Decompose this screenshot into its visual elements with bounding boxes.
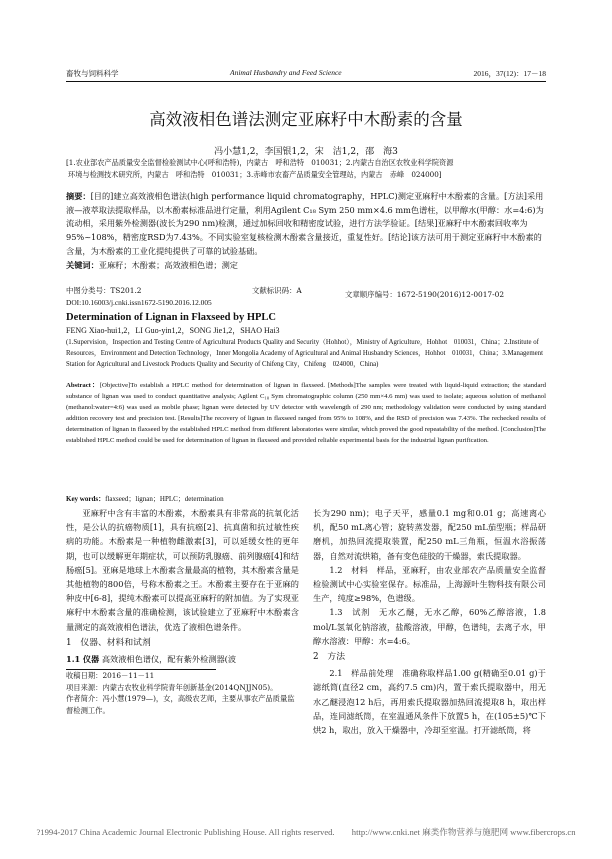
english-authors: FENG Xiao-hui1,2，LI Guo-yin1,2，SONG Jie1,2，SHAO Hai3 (66, 326, 280, 335)
abstract-cn (66, 190, 546, 272)
page-title: 高效液相色谱法测定亚麻籽中木酚素的含量 (149, 110, 463, 129)
english-abstract-label: Abstract： (66, 382, 100, 389)
subsection-1-1 (66, 652, 299, 666)
keywords-cn-label: 关键词： (66, 259, 99, 270)
instrument-paragraph: 长为290 nm)；电子天平，感量0.1 mg和0.01 g；高速离心机，配50 mL离心管；旋转蒸发器，配250 mL茄型瓶；样品研磨机，加热回流提取装置，配250 mL三角瓶，恒温水浴振荡器，自然对流烘箱，备有变色硅胶的干燥器，索氏提取器。 (313, 508, 546, 561)
materials-paragraph: 1.2 材料 样品，亚麻籽，由农业部农产品质量安全监督检验测试中心实验室保存。标准品，上海源叶生物科技有限公司生产，纯度≥98%，色谱级。 (313, 564, 546, 604)
english-keywords-label: Key words： (66, 495, 106, 503)
affiliation-line: [1.农业部农产品质量安全监督检验测试中心(呼和浩特)，内蒙古 呼和浩特 010031；2.内蒙古自治区农牧业科学院资源 (66, 158, 454, 167)
english-keywords-text: flaxseed；lignan；HPLC；determination (105, 495, 224, 503)
footnote-funding: 项目来源：内蒙古农牧业科学院青年创新基金(2014QNJJN05)。 (66, 682, 278, 692)
reagents-paragraph: 1.3 试剂 无水乙醚，无水乙醇，60%乙醇溶液，1.8 mol/L氢氧化钠溶液，盐酸溶液，甲醇，色谱纯，去离子水，甲醇水溶液：甲醇：水=4:6。 (313, 607, 546, 646)
abstract-cn-label: 摘要： (66, 191, 91, 201)
doi: DOI:10.16003/j.cnki.issn1672-5190.2016.12.005 (66, 298, 212, 307)
header-rule (66, 81, 546, 82)
english-abstract-text: [Objective]To establish a HPLC method for determination of lignan in flaxseed. [Methods]The samples were treated with liquid-liquid extraction; the standard substance of lignan was used to conduct quantitative analysis; Agilent C₁₈ Sym chromatographic column (250 mm×4.6 mm) was used to isolate; aqueous solution of methanol (methanol:water=4:6) was used as mobile phase; lignan were detected by UV detector with wavelength of 290 nm; methodology validation were conducted by using standard addition recovery test and precision test. [Results]The recovery of lignan in flaxseed ranged from 95% to 108%, and the RSD of precision was 7.43%. The rechecked results of determination of lignan in flaxseed by the established HPLC method from different laboratories were similar, which proved the good repeatability of the method. [Conclusion]The established HPLC method could be used for determination of lignan in flaxseed and provided reliable experimental basis for the industrial lignan purification. (66, 382, 547, 444)
affiliations (66, 157, 546, 181)
keywords-cn-text: 亚麻籽；木酚素；高效液相色谱；测定 (98, 259, 238, 270)
section-heading-1: 1 仪器、材料和试剂 (66, 637, 151, 648)
footnote-received: 收稿日期：2016－11－11 (66, 671, 155, 681)
subsection-text: 高效液相色谱仪，配有紫外检测器(波 (101, 654, 237, 665)
intro-paragraph: 亚麻籽中含有丰富的木酚素，木酚素具有非常高的抗氧化活性，是公认的抗癌物质[1]，具有抗癌[2]、抗真菌和抗过敏性疾病的功能。木酚素是一种植物雌激素[3]，可以延缓女性的更年期，也可以缓解更年期症状，可以预防乳腺癌、前列腺癌[4]和结肠癌[5]。亚麻是地球上木酚素含量最高的植物，其木酚素含量是其他植物的800倍，号称木酚素之王。木酚素主要存在于亚麻的种皮中[6-8]，提纯木酚素可以提高亚麻籽的附加值。为了实现亚麻籽中木酚素含量的准确检测，该试验建立了亚麻籽中木酚素含量测定的高效液相色谱法，优选了液相色谱条件。 (66, 508, 299, 632)
keywords-cn (66, 259, 546, 273)
running-header-left: 畜牧与饲料科学 (66, 69, 119, 78)
affiliation-line: 环境与检测技术研究所，内蒙古 呼和浩特 010031；3.赤峰市农畜产品质量安全管理站，内蒙古 赤峰 024000] (68, 170, 442, 179)
english-affiliations: (1.Supervision，Inspection and Testing Centre of Agricultural Products Quality and Security（Hohhot），Ministry of Agriculture，Hohhot 010031，China；2.Institute of Resources，Environment and Detection Technology，Inner Mongolia Academy of Agricultural and Animal Husbandry Sciences，Hohhot 010031，China；3.Management Station for Agricultural and Livestock Products Quality and Security of Chifeng City，Chifeng 024000，China) (66, 339, 543, 369)
subsection-title: 仪器 (82, 654, 100, 665)
pretreatment-paragraph: 2.1 样品前处理 准确称取样品1.00 g(精确至0.01 g)于滤纸筒(直径2 cm，高约7.5 cm)内，置于索氏提取器中，用无水乙醚浸泡12 h后，再用索氏提取器加热回流提取8 h，取出样品，连同滤纸筒，在室温通风条件下放置5 h，在(105±5)℃下烘2 h，取出，放入干燥器中，冷却至室温。打开滤纸筒，将 (313, 668, 546, 736)
author-list: 冯小慧1,2，李国银1,2，宋 洁1,2，邵 海3 (214, 147, 398, 157)
clc-number: 中图分类号：TS201.2 (66, 286, 142, 295)
subsection-number: 1.1 (66, 654, 81, 665)
article-number: 文章顺序编号：1672-5190(2016)12-0017-02 (345, 290, 505, 299)
running-header-journal: Animal Husbandry and Feed Science (230, 68, 342, 77)
english-keywords (66, 494, 224, 504)
footnotes (66, 670, 299, 716)
document-code: 文献标识码：A (252, 286, 302, 295)
english-abstract (66, 381, 546, 446)
body-left-column (66, 506, 299, 717)
abstract-cn-text: [目的]建立高效液相色谱法(high performance liquid chromatography，HPLC)测定亚麻籽中木酚素的含量。[方法]采用液—液萃取法提取样品，以木酚素标准品进行定量，利用Agilent C₁₈ Sym 250 mm×4.6 mm色谱柱，以甲醇水(甲醇：水=4:6)为流动相，采用紫外检测器(波长为290 nm)检测，通过加标回收和精密度试验，进行方法学验证。[结果]亚麻籽中木酚素回收率为95%~108%，精密度RSD为7.43%。不同实验室复核检测木酚素含量接近，重复性好。[结论]该方法可用于测定亚麻籽中木酚素的含量，为木酚素的工业化提纯提供了可靠的试验基础。 (66, 191, 544, 256)
footnote-author: 作者简介：冯小慧(1979—)，女，高级农艺师，主要从事农产品质量监督检测工作。 (66, 694, 295, 716)
body-right-column (313, 506, 546, 737)
page-footer: ?1994-2017 China Academic Journal Electronic Publishing House. All rights reserved. http://www.cnki.net 麻类作物营养与施肥网 www.fibercrops.cn (36, 827, 576, 837)
section-heading-2: 2 方法 (313, 652, 345, 663)
english-title: Determination of Lignan in Flaxseed by HPLC (66, 312, 277, 323)
running-header-issue: 2016，37(12)：17－18 (473, 69, 546, 78)
